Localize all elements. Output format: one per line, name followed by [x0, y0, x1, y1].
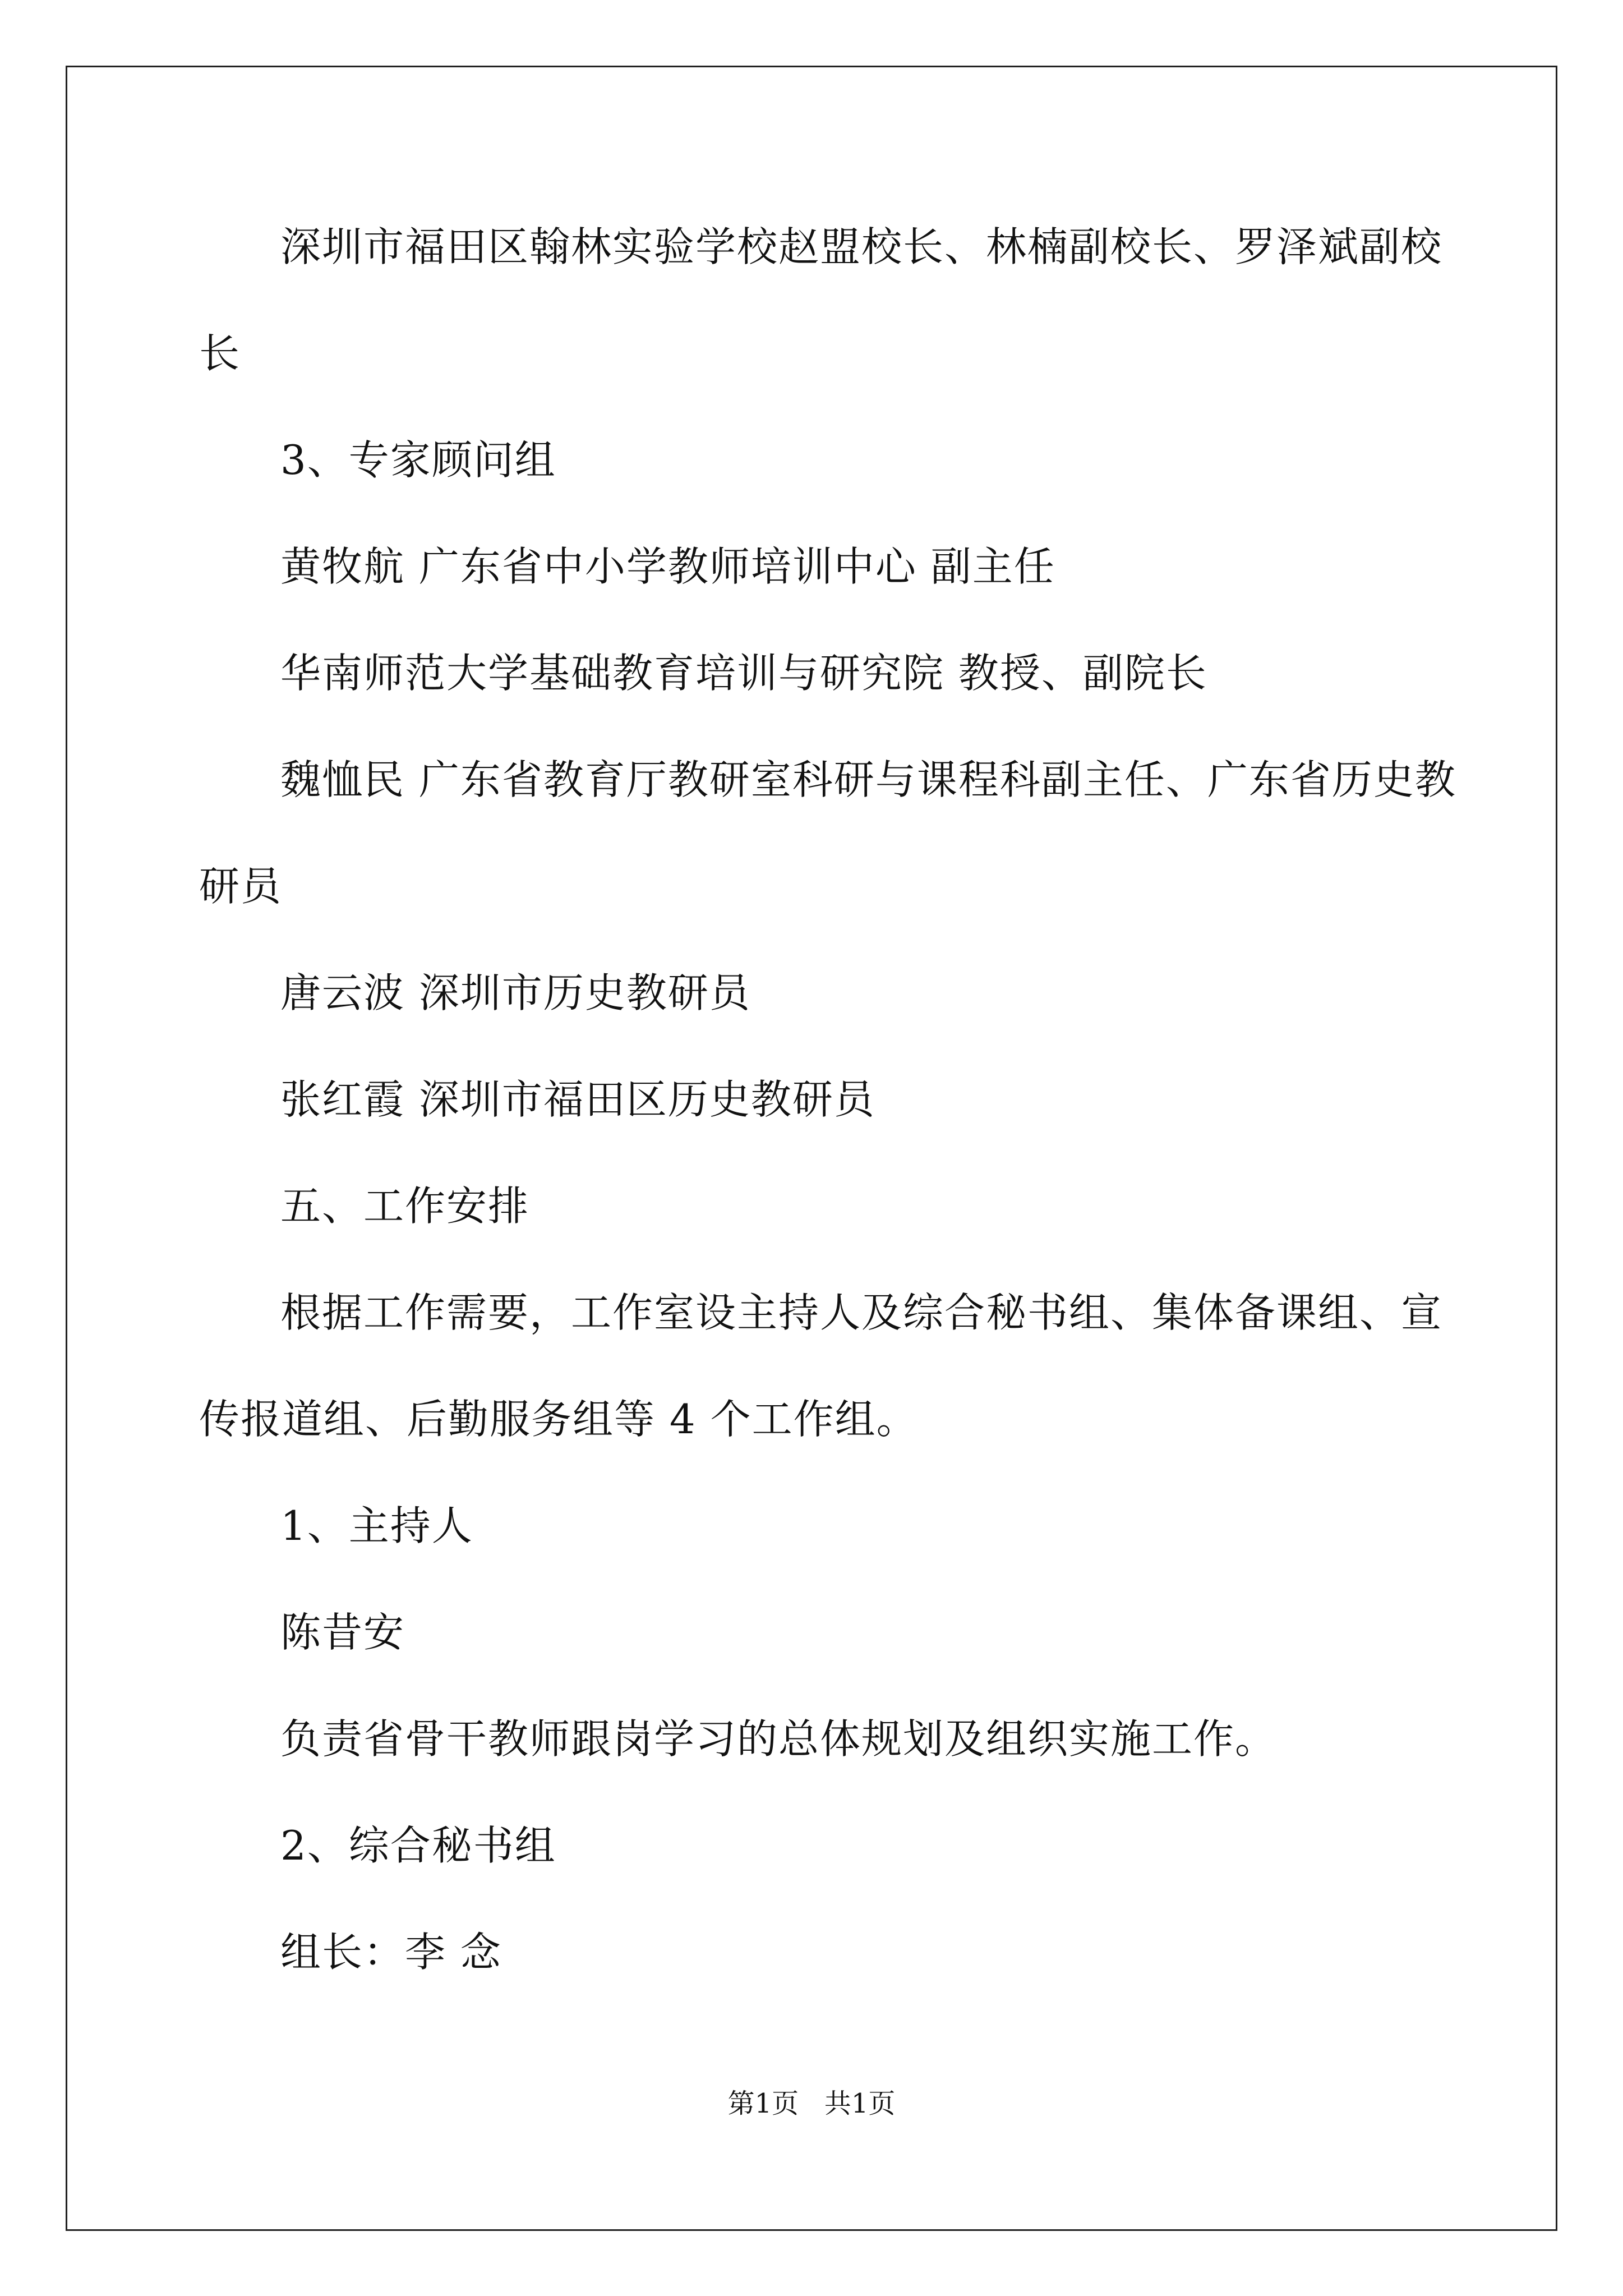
paragraph-line: 唐云波 深圳市历史教研员: [280, 969, 751, 1016]
paragraph-line: 组长：李 念: [280, 1929, 502, 1976]
paragraph-line: 黄牧航 广东省中小学教师培训中心 副主任: [280, 543, 1055, 590]
section-heading: 五、工作安排: [280, 1182, 530, 1230]
page-footer: 第1页 共1页: [727, 2088, 896, 2119]
paragraph-line: 魏恤民 广东省教育厅教研室科研与课程科副主任、广东省历史教: [280, 756, 1456, 803]
paragraph-line: 深圳市福田区翰林实验学校赵盟校长、林楠副校长、罗泽斌副校: [280, 223, 1443, 270]
paragraph-line: 根据工作需要，工作室设主持人及综合秘书组、集体备课组、宣: [280, 1289, 1443, 1336]
paragraph-line: 华南师范大学基础教育培训与研究院 教授、副院长: [280, 650, 1207, 697]
paragraph-line: 传报道组、后勤服务组等 4 个工作组。: [199, 1396, 918, 1443]
section-heading: 3、专家顾问组: [280, 436, 556, 484]
paragraph-line: 陈昔安: [280, 1609, 405, 1656]
paragraph-line: 长: [199, 330, 241, 377]
section-heading: 1、主持人: [280, 1502, 473, 1549]
paragraph-line: 负责省骨干教师跟岗学习的总体规划及组织实施工作。: [280, 1715, 1277, 1763]
paragraph-line: 张红霞 深圳市福田区历史教研员: [280, 1076, 875, 1123]
section-heading: 2、综合秘书组: [280, 1822, 556, 1869]
page-border: [66, 66, 1557, 2231]
paragraph-line: 研员: [199, 863, 283, 910]
